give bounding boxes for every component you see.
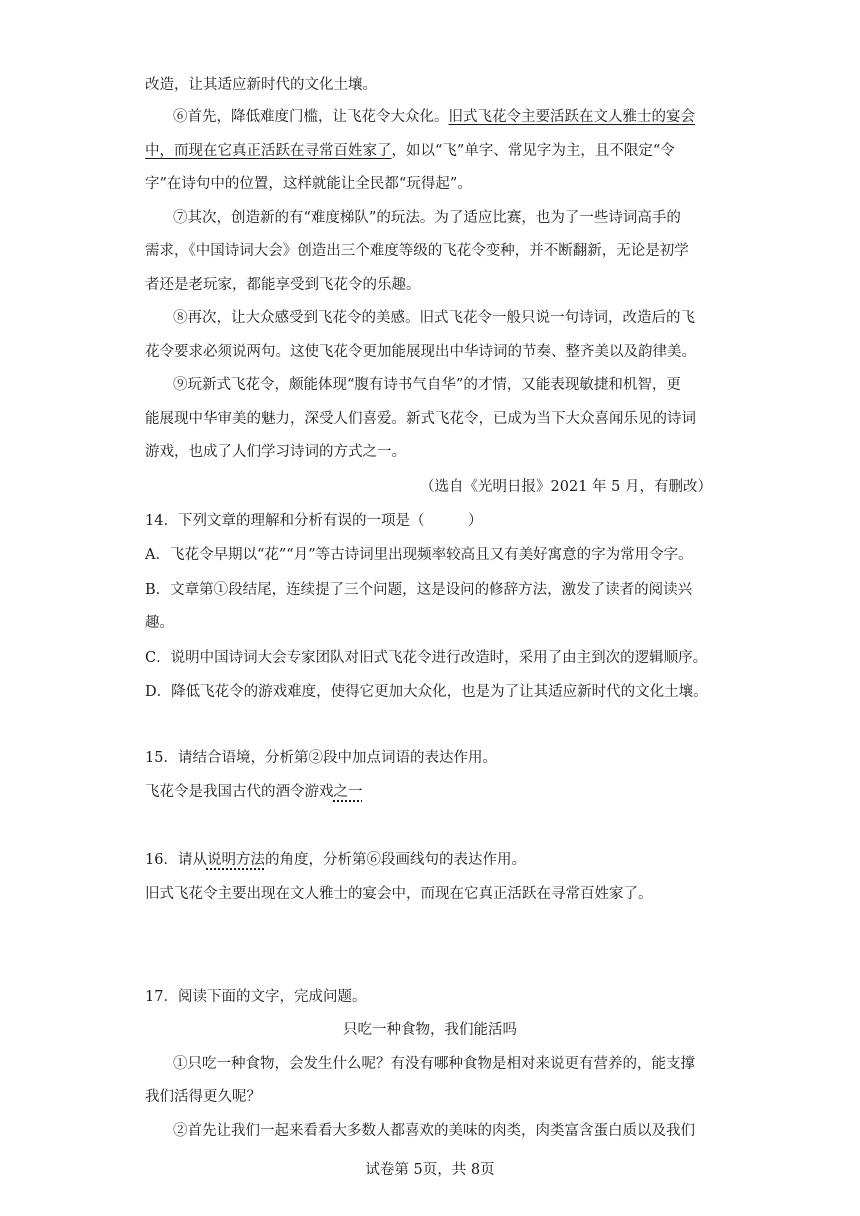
source-citation: （选自《光明日报》2021 年 5 月，有删改）: [420, 479, 712, 495]
paragraph-6-line-1: [173, 107, 695, 127]
text-span: ，如以“飞”单字、常见字为主，且不限定“令: [391, 143, 675, 159]
question-14-stem: 14．下列文章的理解和分析有误的一项是（ ）: [145, 513, 483, 529]
article-paragraph-2-line-1: ②首先让我们一起来看看大多数人都喜欢的美味的肉类，肉类富含蛋白质以及我们: [173, 1123, 695, 1139]
text-span: 16．请从: [145, 852, 207, 868]
paragraph-6-line-3: 字”在诗句中的位置，这样就能让全民都“玩得起”。: [145, 176, 472, 192]
text-span: ⑥首先，降低难度门槛，让飞花令大众化。: [173, 109, 449, 125]
question-17-stem: 17．阅读下面的文字，完成问题。: [145, 989, 367, 1005]
paragraph-7-line-1: ⑦其次，创造新的有“难度梯队”的玩法。为了适应比赛，也为了一些诗词高手的: [173, 210, 681, 226]
question-15-quote: [145, 782, 363, 802]
question-15-stem: 15．请结合语境，分析第②段中加点词语的表达作用。: [145, 750, 497, 766]
text-span: 的角度，分析第⑥段画线句的表达作用。: [264, 852, 526, 868]
paragraph-8-line-1: ⑧再次，让大众感受到飞花令的美感。旧式飞花令一般只说一句诗词，改造后的飞: [173, 310, 695, 326]
underlined-sentence: 旧式飞花令主要活跃在文人雅士的宴会: [448, 109, 695, 125]
paragraph-7-line-3: 者还是老玩家，都能享受到飞花令的乐趣。: [145, 277, 421, 293]
option-d: D．降低飞花令的游戏难度，使得它更加大众化，也是为了让其适应新时代的文化土壤。: [145, 684, 708, 700]
option-c: C．说明中国诗词大会专家团队对旧式飞花令进行改造时，采用了由主到次的逻辑顺序。: [145, 650, 708, 666]
question-16-quote: 旧式飞花令主要出现在文人雅士的宴会中，而现在它真正活跃在寻常百姓家了。: [145, 886, 653, 902]
passage-line: 改造，让其适应新时代的文化土壤。: [145, 77, 377, 93]
option-b-line-2: 趣。: [145, 615, 174, 631]
option-a: A．飞花令早期以“花”“月”等古诗词里出现频率较高且又有美好寓意的字为常用令字。: [145, 547, 693, 563]
paragraph-9-line-1: ⑨玩新式飞花令，颇能体现“腹有诗书气自华”的才情，又能表现敏捷和机智，更: [173, 377, 681, 393]
question-16-stem: [145, 850, 526, 870]
text-span: 飞花令是我国古代的酒令游戏: [145, 784, 334, 800]
underlined-sentence: 中，而现在它真正活跃在寻常百姓家了: [145, 143, 392, 159]
dotted-emphasis-word: 说明方法: [206, 852, 265, 868]
dotted-emphasis-word: 之一: [333, 784, 363, 800]
paragraph-7-line-2: 需求，《中国诗词大会》创造出三个难度等级的飞花令变种，并不断翻新，无论是初学: [145, 243, 689, 259]
article-title: 只吃一种食物，我们能活吗: [343, 1022, 517, 1038]
article-paragraph-1-line-2: 我们活得更久呢？: [145, 1089, 261, 1105]
paragraph-8-line-2: 花令要求必须说两句。这使飞花令更加能展现出中华诗词的节奏、整齐美以及韵律美。: [145, 344, 696, 360]
article-paragraph-1-line-1: ①只吃一种食物，会发生什么呢？有没有哪种食物是相对来说更有营养的，能支撑: [173, 1056, 695, 1072]
paragraph-9-line-3: 游戏，也成了人们学习诗词的方式之一。: [145, 444, 406, 460]
paragraph-6-line-2: [145, 141, 675, 161]
page-footer: 试卷第 5页，共 8页: [365, 1162, 495, 1178]
paragraph-9-line-2: 能展现中华审美的魅力，深受人们喜爱。新式飞花令，已成为当下大众喜闻乐见的诗词: [145, 411, 696, 427]
option-b-line-1: B．文章第①段结尾，连续提了三个问题，这是设问的修辞方法，激发了读者的阅读兴: [145, 582, 693, 598]
